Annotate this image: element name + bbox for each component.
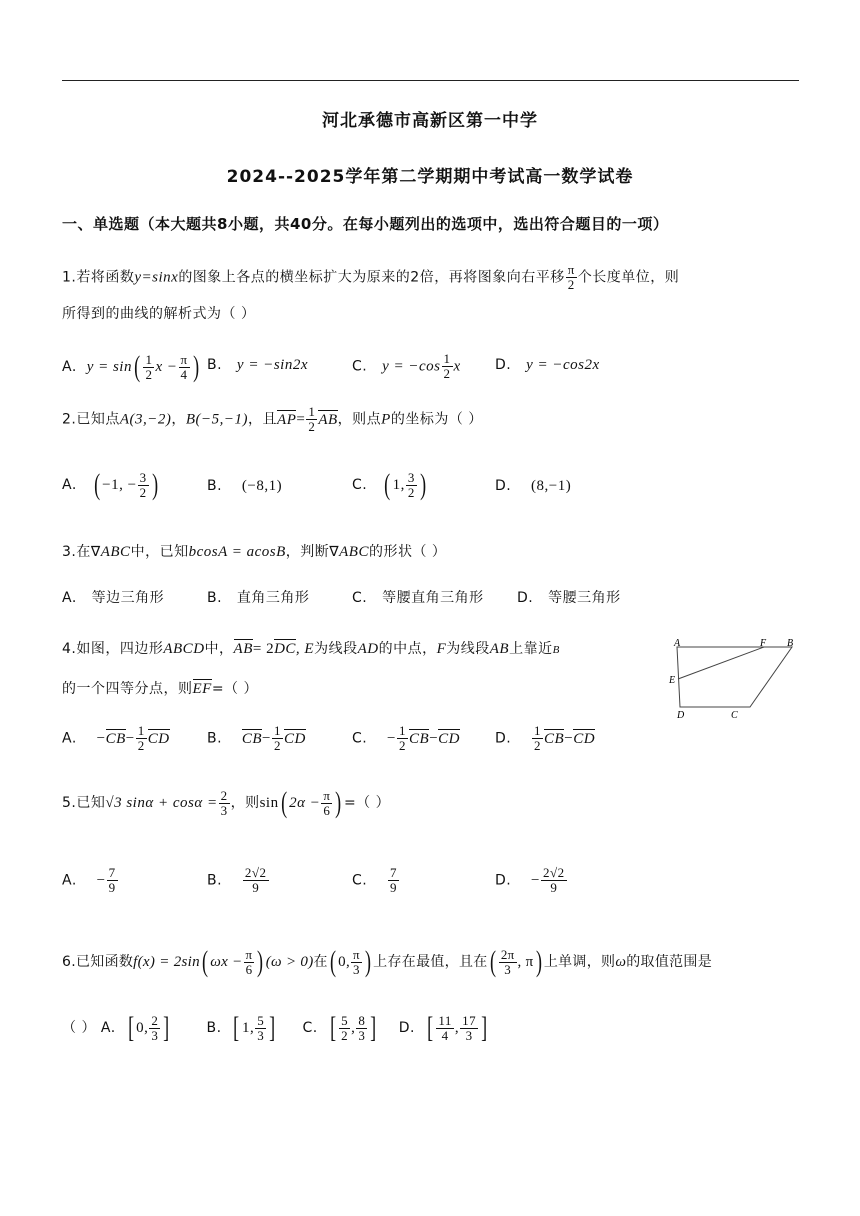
q3-option-c[interactable]: C. 等腰直角三角形: [352, 590, 484, 606]
quadrilateral-figure: [666, 636, 804, 722]
q2-option-d[interactable]: D. (8,−1): [495, 478, 572, 494]
header-rule: [62, 80, 799, 81]
q1-option-d[interactable]: D. y = −cos2x: [495, 357, 600, 373]
q5-option-b[interactable]: B. $\frac{2√2}{9}$: [207, 865, 267, 895]
question-1-stem-line2: 所得到的曲线的解析式为（ ）: [62, 306, 256, 322]
q6-option-b[interactable]: B. [ 1, $\frac{5}{3}$ ]: [206, 1011, 276, 1044]
q4-option-a[interactable]: A. −CB− $\frac{1}{2}$ CD: [62, 723, 170, 753]
figure-label-b: B: [787, 638, 794, 649]
figure-label-d: D: [677, 710, 685, 721]
question-2-stem: 2.已知点A(3,−2)，B(−5,−1)，且AP= $\frac{1}{2}$ AB，则点P的坐标为（ ）: [62, 404, 483, 434]
question-5-stem: 5.已知√3 sinα + cosα = $\frac{2}{3}$ ，则sin( 2α − $\frac{\pi}{6}$ ) =（ ）: [62, 786, 391, 819]
q3-option-a[interactable]: A. 等边三角形: [62, 590, 165, 606]
question-6-stem: 6.已知函数f(x) = 2sin( ωx − $\frac{\pi}{6}$ ) (ω > 0)在( 0, $\frac{\pi}{3}$ ) 上存在最值，且在( $\frac{2\pi}{3}$ , π) 上单调，则ω的取值范围是: [62, 945, 713, 978]
question-4-stem-line2: 的一个四等分点，则EF=（ ）: [62, 681, 259, 697]
q5-option-c[interactable]: C. $\frac{7}{9}$: [352, 865, 398, 895]
fraction: $\frac{\pi}{2}$: [567, 262, 575, 292]
q2-option-a[interactable]: A. ( −1, − $\frac{3}{2}$ ): [62, 468, 158, 501]
exam-title: 2024--2025学年第二学期期中考试高一数学试卷: [226, 167, 634, 187]
q5-option-a[interactable]: A. − $\frac{7}{9}$: [62, 865, 116, 895]
section-title: 一、单选题（本大题共8小题，共40分。在每小题列出的选项中，选出符合题目的一项）: [62, 215, 669, 233]
q3-option-b[interactable]: B. 直角三角形: [207, 590, 310, 606]
q5-option-d[interactable]: D. − $\frac{2√2}{9}$: [495, 865, 565, 895]
q2-option-c[interactable]: C. ( 1, $\frac{3}{2}$ ): [352, 468, 427, 501]
q4-option-b[interactable]: B. CB− $\frac{1}{2}$ CD: [207, 723, 306, 753]
q6-option-a[interactable]: A. [ 0, $\frac{2}{3}$ ]: [100, 1011, 170, 1044]
q4-option-d[interactable]: D. $\frac{1}{2}$ CB−CD: [495, 723, 596, 753]
question-1-stem-line1: 1.若将函数y=sinx的图象上各点的横坐标扩大为原来的2倍，再将图象向右平移 $\frac{\pi}{2}$ 个长度单位，则: [62, 262, 680, 292]
q6-option-c[interactable]: C. [ $\frac{5}{2}$ , $\frac{8}{3}$ ]: [302, 1011, 377, 1044]
q6-option-d[interactable]: D. [ $\frac{11}{4}$ , $\frac{17}{3}$ ]: [398, 1011, 488, 1044]
figure-label-f: F: [760, 638, 767, 649]
question-6-options-row: （ ） A. [ 0, $\frac{2}{3}$ ] B. [ 1, $\frac{5}{3}$ ] C. [ $\frac{5}{2}$ , $\frac{8}{3}$ ] D. [ $\frac{11}{4}$ , $\frac{17}{3}$ ]: [62, 1013, 490, 1043]
q4-option-c[interactable]: C. − $\frac{1}{2}$ CB−CD: [352, 723, 460, 753]
q2-option-b[interactable]: B. (−8,1): [207, 478, 283, 494]
figure-label-a: A: [674, 638, 681, 649]
question-4-stem-line1: 4.如图，四边形ABCD中，AB= 2DC, E为线段AD的中点，F为线段AB上靠近B: [62, 641, 560, 657]
figure-label-e: E: [669, 675, 676, 686]
school-name: 河北承德市高新区第一中学: [322, 111, 538, 131]
q1-option-a[interactable]: A. y = sin( $\frac{1}{2}$ x − $\frac{\pi}{4}$ ): [62, 350, 199, 383]
figure-label-c: C: [731, 710, 738, 721]
question-3-stem: 3.在∇ABC中，已知bcosA = acosB，判断∇ABC的形状（ ）: [62, 544, 447, 560]
q3-option-d[interactable]: D. 等腰三角形: [517, 590, 621, 606]
q1-option-b[interactable]: B. y = −sin2x: [207, 357, 308, 373]
q1-option-c[interactable]: C. y = −cos $\frac{1}{2}$ x: [352, 351, 461, 381]
